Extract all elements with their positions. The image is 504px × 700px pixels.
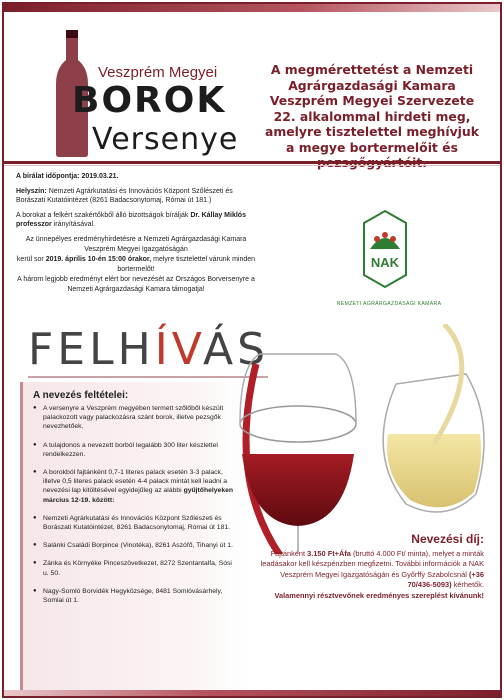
divider [4,161,500,164]
nak-name: NEMZETI AGRÁRGAZDASÁGI KAMARA [336,301,442,307]
judging-date: A bírálat időpontja: 2019.03.21. [16,173,119,180]
conditions-panel [20,382,244,694]
jury-text-1: A borokat a felkért szakértőkből álló bizottságok bírálják [16,211,189,219]
poster [2,2,502,698]
condition-item: ● A versenyre a Veszprém megyében termett szőlőből készült palackozott vagy palackozásra szánt borok, illetve pezsgők nevezhetőek. [33,404,236,432]
ceremony-3: A három legjobb eredményt elért bor nevezését az Országos Borversenyre a Nemzeti Agrárgazdasági Kamara támogatja! [17,276,255,293]
wine-glasses-illustration [236,324,500,554]
fee-amount: 3.150 Ft+Áfa [307,548,351,558]
top-band [4,4,500,12]
bottom-band [4,690,500,696]
info-block [16,172,256,300]
conditions-title: A nevezés feltételei: [33,390,129,401]
venue [16,187,256,206]
ceremony-1: Az ünnepélyes eredményhirdetésre a Nemzeti Agrárgazdasági Kamara Veszprém Megyei Igazgatóságán [25,235,247,253]
jury-text-2: irányításával. [53,221,95,229]
felhivas-part2: ÍV [154,324,203,375]
ceremony-2 [16,255,256,274]
venue-text: Nemzeti Agrárkutatási és Innovációs Központ Szőlészeti és Borászati Kutatóintézet (8261 Badacsonytomaj, Római út 181.) [16,187,233,205]
fee-block [260,534,484,602]
logo-borok: BOROK [72,80,227,121]
felhivas-title [28,324,269,375]
divider-thin [4,165,500,166]
collection-dates: gyűjtőhelyeken március 12-19. között: [43,487,234,504]
fee-text-1: Fajtánként [270,548,306,558]
competition-logo [42,24,242,159]
ceremony-2a: kerül sor [16,256,44,264]
fee-text-2: (bruttó 4.000 Ft/ minta), melyet a minták leadásakor kell készpénzben megfizetni. További információk a NAK Veszprém Megyei Igazgatóságán és Győrffy Szabolcsnál [260,548,484,579]
collection-point: ● Nemzeti Agrárkutatási és Innovációs Központ Szőlészeti és Borászati Kutatóintézet, 8261 Badacsonytomaj, Római út 181. [33,514,236,532]
logo-subtitle: Veszprém Megyei [98,64,218,81]
condition-item: ● A tulajdonos a nevezett borból legalább 300 liter készlettel rendelkezzen. [33,441,236,459]
nak-hexagon-icon [362,209,408,289]
condition-item-text: A borokból fajtánként 0,7-1 literes palack esetén 3-3 palack, illetve 0,5 literes palack esetén 4-4 palack mintát kell leadni a nevezési lap kitöltésével egyidejűleg az alábbi [43,469,227,495]
condition-item [33,468,236,505]
collection-point: ● Zánka és Környéke Pinceszövetkezet, 8272 Szentantalfa, Sósi u. 50. [33,559,236,577]
fee-phone: (+36 70/436-5093) [407,569,484,590]
jury [16,211,256,230]
venue-label: Helyszín: [16,187,47,195]
jury-name: Dr. Kállay Miklós professzor [16,211,246,229]
felhivas-part3: ÁS [202,324,270,375]
conditions-list [33,404,236,605]
collection-point: ● Nagy-Somló Borvidék Hegyközsége, 8481 Somlóvásárhely, Somlai út 1. [33,587,236,605]
felhivas-underline [28,376,268,378]
fee-text-3: kérhetők. [453,580,484,590]
felhivas-part1: FELH [28,324,155,375]
fee-text [260,549,484,591]
ceremony-2b: melyre tisztelettel várunk minden bortermelőt! [117,256,256,273]
nak-label: NAK [370,255,400,270]
logo-versenye: Versenye [92,122,239,157]
collection-point: ● Salánki Családi Borpince (Vinotéka), 8261 Aszófő, Tihanyi út 1. [33,541,236,550]
headline: A megmérettetést a Nemzeti Agrárgazdasági Kamara Veszprém Megyei Szervezete 22. alkalommal hirdeti meg, amelyre tisztelettel meghívjuk a megye bortermelőit és [264,62,479,155]
ceremony-date: 2019. április 10-én 15:00 órakor, [45,256,152,264]
fee-title: Nevezési díj: [411,532,484,546]
fee-closing: Valamennyi résztvevőnek eredményes szereplést kívánunk! [274,590,484,600]
nak-logo [334,209,444,309]
